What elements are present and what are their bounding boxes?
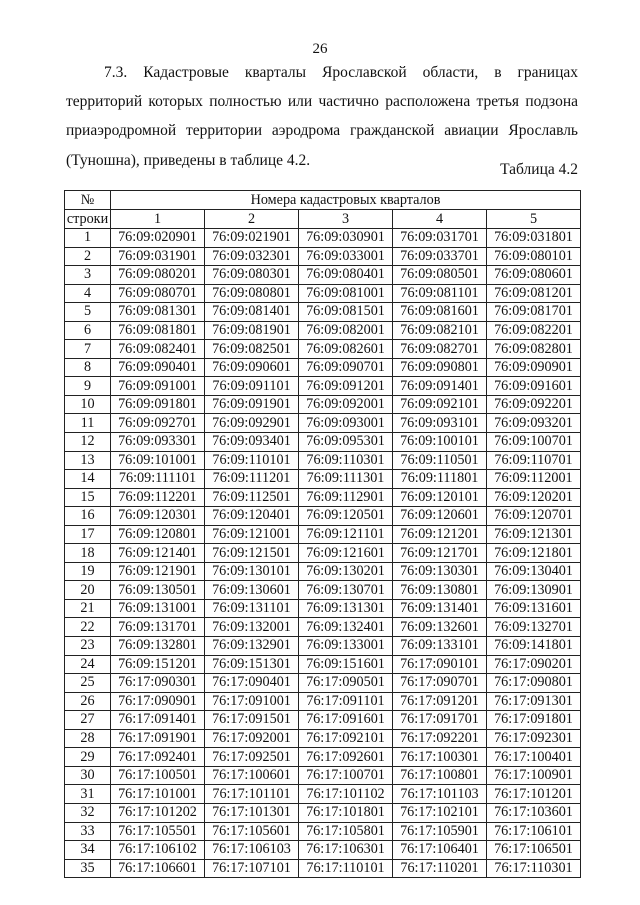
cadastral-number-cell: 76:09:132401: [299, 618, 393, 637]
cadastral-number-cell: 76:09:130601: [205, 581, 299, 600]
cadastral-number-cell: 76:09:131401: [393, 599, 487, 618]
table-caption: Таблица 4.2: [500, 161, 578, 178]
cadastral-number-cell: 76:09:131601: [487, 599, 581, 618]
cadastral-number-cell: 76:17:110101: [299, 859, 393, 878]
cadastral-number-cell: 76:17:090101: [393, 655, 487, 674]
cadastral-number-cell: 76:09:092101: [393, 395, 487, 414]
table-row: [65, 507, 581, 526]
row-number-cell: 4: [65, 284, 111, 303]
cadastral-number-cell: 76:09:110501: [393, 451, 487, 470]
cadastral-number-cell: 76:17:091801: [487, 711, 581, 730]
row-number-cell: 22: [65, 618, 111, 637]
cadastral-number-cell: 76:09:130901: [487, 581, 581, 600]
row-number-cell: 17: [65, 525, 111, 544]
cadastral-number-cell: 76:09:081101: [393, 284, 487, 303]
cadastral-number-cell: 76:09:081801: [111, 321, 205, 340]
cadastral-number-cell: 76:09:112501: [205, 488, 299, 507]
cadastral-number-cell: 76:09:101001: [111, 451, 205, 470]
cadastral-number-cell: 76:17:101201: [487, 785, 581, 804]
cadastral-number-cell: 76:09:133101: [393, 637, 487, 656]
cadastral-number-cell: 76:09:121401: [111, 544, 205, 563]
row-number-cell: 26: [65, 692, 111, 711]
table-row: [65, 525, 581, 544]
cadastral-number-cell: 76:17:092201: [393, 729, 487, 748]
cadastral-number-cell: 76:17:100401: [487, 748, 581, 767]
cadastral-number-cell: 76:17:091201: [393, 692, 487, 711]
cadastral-number-cell: 76:17:090301: [111, 674, 205, 693]
cadastral-number-cell: 76:09:130501: [111, 581, 205, 600]
cadastral-number-cell: 76:09:095301: [299, 433, 393, 452]
cadastral-number-cell: 76:09:131701: [111, 618, 205, 637]
cadastral-number-cell: 76:09:111301: [299, 470, 393, 489]
cadastral-number-cell: 76:09:092901: [205, 414, 299, 433]
cadastral-number-cell: 76:09:121201: [393, 525, 487, 544]
cadastral-number-cell: 76:17:091501: [205, 711, 299, 730]
cadastral-number-cell: 76:09:090401: [111, 358, 205, 377]
table-row: [65, 266, 581, 285]
cadastral-number-cell: 76:09:120101: [393, 488, 487, 507]
cadastral-number-cell: 76:09:081501: [299, 303, 393, 322]
cadastral-number-cell: 76:09:141801: [487, 637, 581, 656]
table-row: [65, 618, 581, 637]
row-number-cell: 12: [65, 433, 111, 452]
cadastral-number-cell: 76:17:106103: [205, 841, 299, 860]
table-row: [65, 729, 581, 748]
row-number-cell: 9: [65, 377, 111, 396]
cadastral-number-cell: 76:17:091301: [487, 692, 581, 711]
cadastral-number-cell: 76:17:090201: [487, 655, 581, 674]
cadastral-number-cell: 76:17:106401: [393, 841, 487, 860]
table-row: [65, 358, 581, 377]
table-row: [65, 229, 581, 248]
cadastral-number-cell: 76:09:021901: [205, 229, 299, 248]
cadastral-number-cell: 76:09:132701: [487, 618, 581, 637]
row-number-cell: 29: [65, 748, 111, 767]
cadastral-number-cell: 76:09:121601: [299, 544, 393, 563]
table-row: [65, 433, 581, 452]
cadastral-number-cell: 76:09:093301: [111, 433, 205, 452]
cadastral-number-cell: 76:09:131301: [299, 599, 393, 618]
cadastral-number-cell: 76:17:101301: [205, 803, 299, 822]
table-row: [65, 581, 581, 600]
cadastral-number-cell: 76:17:090701: [393, 674, 487, 693]
cadastral-number-cell: 76:17:100301: [393, 748, 487, 767]
cadastral-number-cell: 76:17:105501: [111, 822, 205, 841]
cadastral-number-cell: 76:17:110201: [393, 859, 487, 878]
table-row: [65, 785, 581, 804]
cadastral-quarters-table: [64, 190, 581, 878]
row-number-cell: 6: [65, 321, 111, 340]
cadastral-number-cell: 76:09:100701: [487, 433, 581, 452]
table-row: [65, 340, 581, 359]
cadastral-number-cell: 76:09:093401: [205, 433, 299, 452]
cadastral-number-cell: 76:09:091801: [111, 395, 205, 414]
cadastral-number-cell: 76:17:101102: [299, 785, 393, 804]
cadastral-number-cell: 76:17:105901: [393, 822, 487, 841]
table-row: [65, 766, 581, 785]
cadastral-number-cell: 76:17:106301: [299, 841, 393, 860]
cadastral-number-cell: 76:09:121901: [111, 562, 205, 581]
row-number-cell: 33: [65, 822, 111, 841]
cadastral-number-cell: 76:17:106601: [111, 859, 205, 878]
cadastral-number-cell: 76:09:031801: [487, 229, 581, 248]
cadastral-number-cell: 76:09:132801: [111, 637, 205, 656]
table-row: [65, 748, 581, 767]
cadastral-number-cell: 76:17:106102: [111, 841, 205, 860]
cadastral-number-cell: 76:17:091701: [393, 711, 487, 730]
cadastral-number-cell: 76:09:130801: [393, 581, 487, 600]
cadastral-number-cell: 76:09:111201: [205, 470, 299, 489]
row-number-cell: 3: [65, 266, 111, 285]
cadastral-number-cell: 76:09:120501: [299, 507, 393, 526]
cadastral-number-cell: 76:09:081001: [299, 284, 393, 303]
cadastral-number-cell: 76:17:091101: [299, 692, 393, 711]
cadastral-number-cell: 76:17:106101: [487, 822, 581, 841]
cadastral-number-cell: 76:09:091601: [487, 377, 581, 396]
cadastral-number-cell: 76:09:093101: [393, 414, 487, 433]
cadastral-number-cell: 76:17:101202: [111, 803, 205, 822]
cadastral-number-cell: 76:09:082601: [299, 340, 393, 359]
cadastral-number-cell: 76:09:080601: [487, 266, 581, 285]
cadastral-number-cell: 76:17:090401: [205, 674, 299, 693]
cadastral-number-cell: 76:09:091101: [205, 377, 299, 396]
cadastral-number-cell: 76:09:081601: [393, 303, 487, 322]
cadastral-number-cell: 76:09:082801: [487, 340, 581, 359]
row-number-cell: 14: [65, 470, 111, 489]
row-number-cell: 35: [65, 859, 111, 878]
table-row: [65, 859, 581, 878]
header-col-3: 3: [299, 210, 393, 229]
cadastral-number-cell: 76:09:080501: [393, 266, 487, 285]
cadastral-number-cell: 76:09:080801: [205, 284, 299, 303]
cadastral-number-cell: 76:17:091401: [111, 711, 205, 730]
cadastral-number-cell: 76:17:101101: [205, 785, 299, 804]
cadastral-number-cell: 76:09:121801: [487, 544, 581, 563]
header-group-label: Номера кадастровых кварталов: [111, 191, 581, 210]
table-row: [65, 488, 581, 507]
cadastral-number-cell: 76:17:100801: [393, 766, 487, 785]
cadastral-number-cell: 76:09:091401: [393, 377, 487, 396]
row-number-cell: 21: [65, 599, 111, 618]
cadastral-number-cell: 76:09:080201: [111, 266, 205, 285]
cadastral-number-cell: 76:09:151301: [205, 655, 299, 674]
cadastral-number-cell: 76:09:090901: [487, 358, 581, 377]
row-number-cell: 2: [65, 247, 111, 266]
cadastral-number-cell: 76:09:081201: [487, 284, 581, 303]
cadastral-number-cell: 76:09:082701: [393, 340, 487, 359]
cadastral-number-cell: 76:17:103601: [487, 803, 581, 822]
cadastral-number-cell: 76:09:082201: [487, 321, 581, 340]
cadastral-number-cell: 76:09:080401: [299, 266, 393, 285]
cadastral-number-cell: 76:09:082401: [111, 340, 205, 359]
cadastral-number-cell: 76:09:081901: [205, 321, 299, 340]
table-row: [65, 692, 581, 711]
table-row: [65, 562, 581, 581]
cadastral-number-cell: 76:09:120301: [111, 507, 205, 526]
cadastral-number-cell: 76:17:101103: [393, 785, 487, 804]
cadastral-number-cell: 76:09:093001: [299, 414, 393, 433]
cadastral-number-cell: 76:09:091201: [299, 377, 393, 396]
row-number-cell: 16: [65, 507, 111, 526]
table-row: [65, 247, 581, 266]
cadastral-number-cell: 76:17:101801: [299, 803, 393, 822]
intro-paragraph: 7.3. Кадастровые кварталы Ярославской области, в границах территорий которых полностью или частично расположена третья подзона приаэродромной территории аэродрома гражданской авиации Ярославль (Туношна), приведены в таблице 4.2.: [66, 64, 578, 169]
row-number-cell: 18: [65, 544, 111, 563]
cadastral-number-cell: 76:09:033001: [299, 247, 393, 266]
cadastral-number-cell: 76:09:091901: [205, 395, 299, 414]
page-number: 26: [312, 41, 328, 57]
cadastral-number-cell: 76:09:090701: [299, 358, 393, 377]
cadastral-number-cell: 76:09:151601: [299, 655, 393, 674]
cadastral-number-cell: 76:09:020901: [111, 229, 205, 248]
cadastral-number-cell: 76:17:092501: [205, 748, 299, 767]
cadastral-number-cell: 76:09:082101: [393, 321, 487, 340]
row-number-cell: 25: [65, 674, 111, 693]
table-row: [65, 841, 581, 860]
row-number-cell: 24: [65, 655, 111, 674]
cadastral-number-cell: 76:09:121101: [299, 525, 393, 544]
row-number-cell: 19: [65, 562, 111, 581]
cadastral-number-cell: 76:09:080301: [205, 266, 299, 285]
cadastral-number-cell: 76:09:130401: [487, 562, 581, 581]
cadastral-number-cell: 76:17:092601: [299, 748, 393, 767]
row-number-cell: 10: [65, 395, 111, 414]
cadastral-number-cell: 76:09:031901: [111, 247, 205, 266]
table-row: [65, 655, 581, 674]
cadastral-number-cell: 76:17:092101: [299, 729, 393, 748]
cadastral-number-cell: 76:09:081301: [111, 303, 205, 322]
cadastral-number-cell: 76:09:030901: [299, 229, 393, 248]
cadastral-number-cell: 76:09:081701: [487, 303, 581, 322]
table-row: [65, 377, 581, 396]
table-row: [65, 414, 581, 433]
cadastral-number-cell: 76:09:132901: [205, 637, 299, 656]
cadastral-number-cell: 76:17:100501: [111, 766, 205, 785]
cadastral-number-cell: 76:09:130301: [393, 562, 487, 581]
header-row-number-label: №: [65, 191, 111, 210]
table-row: [65, 711, 581, 730]
cadastral-number-cell: 76:17:100901: [487, 766, 581, 785]
row-number-cell: 23: [65, 637, 111, 656]
cadastral-number-cell: 76:09:092201: [487, 395, 581, 414]
cadastral-number-cell: 76:09:100101: [393, 433, 487, 452]
cadastral-number-cell: 76:17:101001: [111, 785, 205, 804]
row-number-cell: 15: [65, 488, 111, 507]
cadastral-number-cell: 76:09:131101: [205, 599, 299, 618]
cadastral-number-cell: 76:09:130101: [205, 562, 299, 581]
header-row-number-sublabel: строки: [65, 210, 111, 229]
header-col-1: 1: [111, 210, 205, 229]
cadastral-number-cell: 76:09:120201: [487, 488, 581, 507]
table-row: [65, 599, 581, 618]
row-number-cell: 8: [65, 358, 111, 377]
cadastral-number-cell: 76:09:110301: [299, 451, 393, 470]
cadastral-number-cell: 76:09:080101: [487, 247, 581, 266]
cadastral-number-cell: 76:09:090601: [205, 358, 299, 377]
cadastral-number-cell: 76:09:092701: [111, 414, 205, 433]
cadastral-number-cell: 76:09:091001: [111, 377, 205, 396]
table-row: [65, 284, 581, 303]
table-row: [65, 470, 581, 489]
cadastral-number-cell: 76:09:110701: [487, 451, 581, 470]
cadastral-number-cell: 76:09:121301: [487, 525, 581, 544]
table-row: [65, 395, 581, 414]
cadastral-number-cell: 76:17:092401: [111, 748, 205, 767]
cadastral-number-cell: 76:17:102101: [393, 803, 487, 822]
cadastral-number-cell: 76:09:082001: [299, 321, 393, 340]
cadastral-number-cell: 76:17:092301: [487, 729, 581, 748]
cadastral-number-cell: 76:09:111101: [111, 470, 205, 489]
cadastral-number-cell: 76:17:106501: [487, 841, 581, 860]
cadastral-number-cell: 76:17:091601: [299, 711, 393, 730]
row-number-cell: 31: [65, 785, 111, 804]
row-number-cell: 13: [65, 451, 111, 470]
cadastral-number-cell: 76:09:080701: [111, 284, 205, 303]
cadastral-number-cell: 76:09:032301: [205, 247, 299, 266]
row-number-cell: 32: [65, 803, 111, 822]
row-number-cell: 28: [65, 729, 111, 748]
row-number-cell: 1: [65, 229, 111, 248]
cadastral-number-cell: 76:09:092001: [299, 395, 393, 414]
header-col-5: 5: [487, 210, 581, 229]
cadastral-number-cell: 76:09:112901: [299, 488, 393, 507]
cadastral-number-cell: 76:09:121001: [205, 525, 299, 544]
cadastral-number-cell: 76:09:120401: [205, 507, 299, 526]
cadastral-number-cell: 76:17:105801: [299, 822, 393, 841]
cadastral-number-cell: 76:09:151201: [111, 655, 205, 674]
cadastral-number-cell: 76:17:092001: [205, 729, 299, 748]
row-number-cell: 5: [65, 303, 111, 322]
row-number-cell: 20: [65, 581, 111, 600]
row-number-cell: 7: [65, 340, 111, 359]
cadastral-number-cell: 76:17:110301: [487, 859, 581, 878]
cadastral-number-cell: 76:09:093201: [487, 414, 581, 433]
cadastral-number-cell: 76:17:100701: [299, 766, 393, 785]
cadastral-number-cell: 76:09:033701: [393, 247, 487, 266]
cadastral-number-cell: 76:09:031701: [393, 229, 487, 248]
cadastral-number-cell: 76:09:112001: [487, 470, 581, 489]
cadastral-number-cell: 76:09:082501: [205, 340, 299, 359]
row-number-cell: 27: [65, 711, 111, 730]
table-row: [65, 674, 581, 693]
cadastral-number-cell: 76:09:120801: [111, 525, 205, 544]
header-col-4: 4: [393, 210, 487, 229]
cadastral-number-cell: 76:09:110101: [205, 451, 299, 470]
cadastral-number-cell: 76:17:090901: [111, 692, 205, 711]
cadastral-number-cell: 76:09:121501: [205, 544, 299, 563]
table-body: [65, 229, 581, 878]
row-number-cell: 34: [65, 841, 111, 860]
cadastral-number-cell: 76:17:090801: [487, 674, 581, 693]
cadastral-number-cell: 76:17:091901: [111, 729, 205, 748]
row-number-cell: 11: [65, 414, 111, 433]
cadastral-number-cell: 76:09:130701: [299, 581, 393, 600]
cadastral-number-cell: 76:17:107101: [205, 859, 299, 878]
cadastral-number-cell: 76:09:112201: [111, 488, 205, 507]
table-row: [65, 637, 581, 656]
row-number-cell: 30: [65, 766, 111, 785]
cadastral-number-cell: 76:09:090801: [393, 358, 487, 377]
table-row: [65, 544, 581, 563]
cadastral-number-cell: 76:09:132601: [393, 618, 487, 637]
cadastral-number-cell: 76:09:131001: [111, 599, 205, 618]
cadastral-number-cell: 76:09:120601: [393, 507, 487, 526]
cadastral-number-cell: 76:09:130201: [299, 562, 393, 581]
table-row: [65, 451, 581, 470]
table-row: [65, 303, 581, 322]
cadastral-number-cell: 76:17:100601: [205, 766, 299, 785]
cadastral-number-cell: 76:17:090501: [299, 674, 393, 693]
table-row: [65, 822, 581, 841]
table-row: [65, 321, 581, 340]
cadastral-number-cell: 76:09:081401: [205, 303, 299, 322]
header-col-2: 2: [205, 210, 299, 229]
cadastral-number-cell: 76:09:120701: [487, 507, 581, 526]
table-row: [65, 803, 581, 822]
cadastral-number-cell: 76:09:121701: [393, 544, 487, 563]
cadastral-number-cell: 76:09:111801: [393, 470, 487, 489]
cadastral-number-cell: 76:17:105601: [205, 822, 299, 841]
cadastral-number-cell: 76:17:091001: [205, 692, 299, 711]
cadastral-number-cell: 76:09:133001: [299, 637, 393, 656]
cadastral-number-cell: 76:09:132001: [205, 618, 299, 637]
